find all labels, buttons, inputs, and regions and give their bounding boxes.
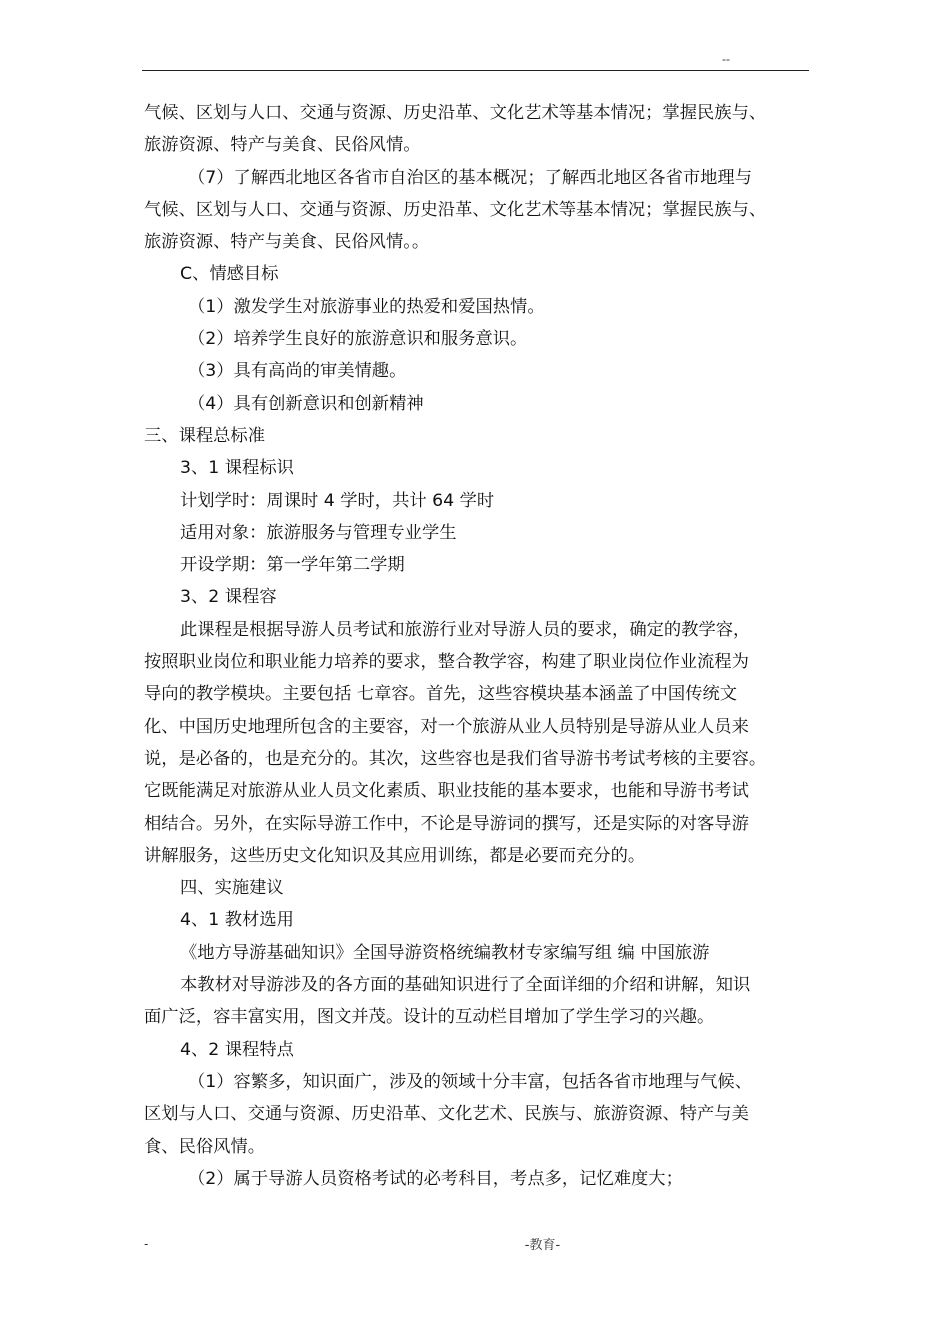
paragraph-line: 本教材对导游涉及的各方面的基础知识进行了全面详细的介绍和讲解，知识	[180, 975, 751, 996]
paragraph-line: 区划与人口、交通与资源、历史沿革、文化艺术、民族与、旅游资源、特产与美	[144, 1104, 749, 1125]
paragraph-line: 气候、区划与人口、交通与资源、历史沿革、文化艺术等基本情况；掌握民族与、	[144, 199, 767, 220]
paragraph-line: （7）了解西北地区各省市自治区的基本概况；了解西北地区各省市地理与	[188, 167, 752, 188]
paragraph-line: 气候、区划与人口、交通与资源、历史沿革、文化艺术等基本情况；掌握民族与、	[144, 103, 767, 123]
header-mark: --	[722, 52, 730, 66]
paragraph-line: 相结合。另外，在实际导游工作中，不论是导游词的撰写，还是实际的对客导游	[144, 813, 749, 834]
paragraph-line: 计划学时：周课时 4 学时，共计 64 学时	[180, 490, 495, 511]
paragraph-line: （1）激发学生对旅游事业的热爱和爱国热情。	[188, 296, 545, 317]
paragraph-line: 食、民俗风情。	[144, 1136, 265, 1157]
paragraph-line: 旅游资源、特产与美食、民俗风情。。	[144, 232, 430, 253]
footer-page-label: -教育-	[524, 1238, 561, 1253]
paragraph-line: 面广泛，容丰富实用，图文并茂。设计的互动栏目增加了学生学习的兴趣。	[144, 1007, 715, 1028]
paragraph-line: 四、实施建议	[180, 878, 284, 899]
paragraph-line: 它既能满足对旅游从业人员文化素质、职业技能的基本要求，也能和导游书考试	[144, 781, 749, 802]
paragraph-line: 说，是必备的，也是充分的。其次，这些容也是我们省导游书考试考核的主要容。	[144, 748, 767, 769]
paragraph-line: 3、1 课程标识	[180, 458, 294, 479]
paragraph-line: 适用对象：旅游服务与管理专业学生	[180, 522, 457, 543]
paragraph-line: （4）具有创新意识和创新精神	[188, 393, 424, 414]
paragraph-line: （2）培养学生良好的旅游意识和服务意识。	[188, 329, 528, 350]
footer-left-mark: -	[144, 1237, 149, 1251]
paragraph-line: 三、课程总标准	[144, 425, 265, 446]
document-body	[144, 97, 824, 1195]
paragraph-line: 3、2 课程容	[180, 587, 277, 608]
paragraph-line: C、情感目标	[180, 264, 279, 285]
paragraph-line: 讲解服务，这些历史文化知识及其应用训练，都是必要而充分的。	[144, 845, 646, 866]
paragraph-line: 开设学期：第一学年第二学期	[180, 555, 405, 576]
paragraph-line: 化、中国历史地理所包含的主要容，对一个旅游从业人员特别是导游从业人员来	[144, 716, 749, 737]
paragraph-line: 旅游资源、特产与美食、民俗风情。	[144, 135, 421, 156]
paragraph-line: （1）容繁多，知识面广，涉及的领域十分丰富，包括各省市地理与气候、	[188, 1071, 752, 1092]
paragraph-line: 导向的教学模块。主要包括 七章容。首先，这些容模块基本涵盖了中国传统文	[144, 684, 738, 705]
paragraph-line: 《地方导游基础知识》全国导游资格统编教材专家编写组 编 中国旅游	[180, 942, 710, 963]
paragraph-line: 4、2 课程特点	[180, 1039, 294, 1060]
paragraph-line: 4、1 教材选用	[180, 910, 294, 931]
paragraph-line: （3）具有高尚的审美情趣。	[188, 361, 407, 382]
paragraph-line: 按照职业岗位和职业能力培养的要求，整合教学容，构建了职业岗位作业流程为	[144, 652, 749, 673]
paragraph-line: 此课程是根据导游人员考试和旅游行业对导游人员的要求，确定的教学容，	[180, 619, 751, 640]
paragraph-line: （2）属于导游人员资格考试的必考科目，考点多，记忆难度大；	[188, 1168, 683, 1189]
header-rule	[142, 70, 809, 71]
